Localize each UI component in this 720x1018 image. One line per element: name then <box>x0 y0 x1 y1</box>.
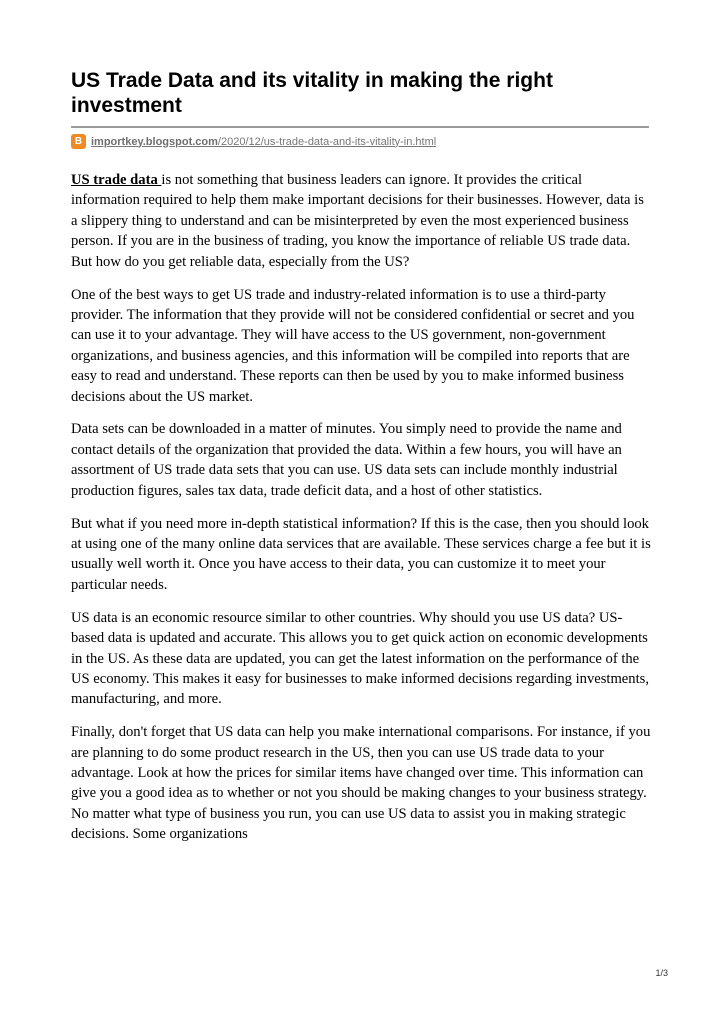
blogger-icon: B <box>71 134 86 149</box>
paragraph: Finally, don't forget that US data can help you make international comparisons. For instance, if you are planning to do some product research in the US, then you can use US trade data to your advantage. Look at how the prices for similar items have changed over time. This information can give you a good idea as to whether or not you should be making changes to your business strategy. No matter what type of business you run, you can use US data to assist you in making strategic decisions. Some organizations <box>71 724 651 843</box>
source-link[interactable] <box>91 136 436 148</box>
paragraph: But what if you need more in-depth statistical information? If this is the case, then you should look at using one of the many online data services that are available. These services charge a fee but it is usually well worth it. Once you have access to their data, you can customize it to meet your particular needs. <box>71 515 651 593</box>
source-path: /2020/12/us-trade-data-and-its-vitality-in.html <box>217 135 437 148</box>
page-title: US Trade Data and its vitality in making the right investment <box>71 69 553 117</box>
source-domain: importkey.blogspot.com <box>91 135 218 148</box>
paragraph: Data sets can be downloaded in a matter of minutes. You simply need to provide the name and contact details of the organization that provided the data. Within a few hours, you will have an assortment of US trade data sets that you can use. US data sets can include monthly industrial production figures, sales tax data, trade deficit data, and a host of other statistics. <box>71 421 622 499</box>
us-trade-data-link[interactable]: US trade data <box>71 172 162 188</box>
paragraph <box>71 170 651 272</box>
paragraph-text: is not something that business leaders can ignore. It provides the critical information required to help them make important decisions for their businesses. However, data is a slippery thing to understand and can be misinterpreted by even the most experienced business person. If you are in the business of trading, you know the importance of reliable US trade data. But how do you get reliable data, especially from the US? <box>71 172 644 270</box>
paragraph: US data is an economic resource similar to other countries. Why should you use US data? US-based data is updated and accurate. This allows you to get quick action on economic developments in the US. As these data are updated, you can get the latest information on the performance of the US economy. This makes it easy for businesses to make informed decisions regarding investments, manufacturing, and more. <box>71 609 649 708</box>
source-line <box>71 126 649 149</box>
article-body <box>71 170 651 857</box>
page-number: 1/3 <box>655 968 668 978</box>
paragraph: One of the best ways to get US trade and industry-related information is to use a third-party provider. The information that they provide will not be considered confidential or secret and you can use it to your advantage. They will have access to the US government, non-government organizations, and business agencies, and this information will be compiled into reports that are easy to read and understand. These reports can then be used by you to make informed business decisions about the US market. <box>71 286 635 405</box>
